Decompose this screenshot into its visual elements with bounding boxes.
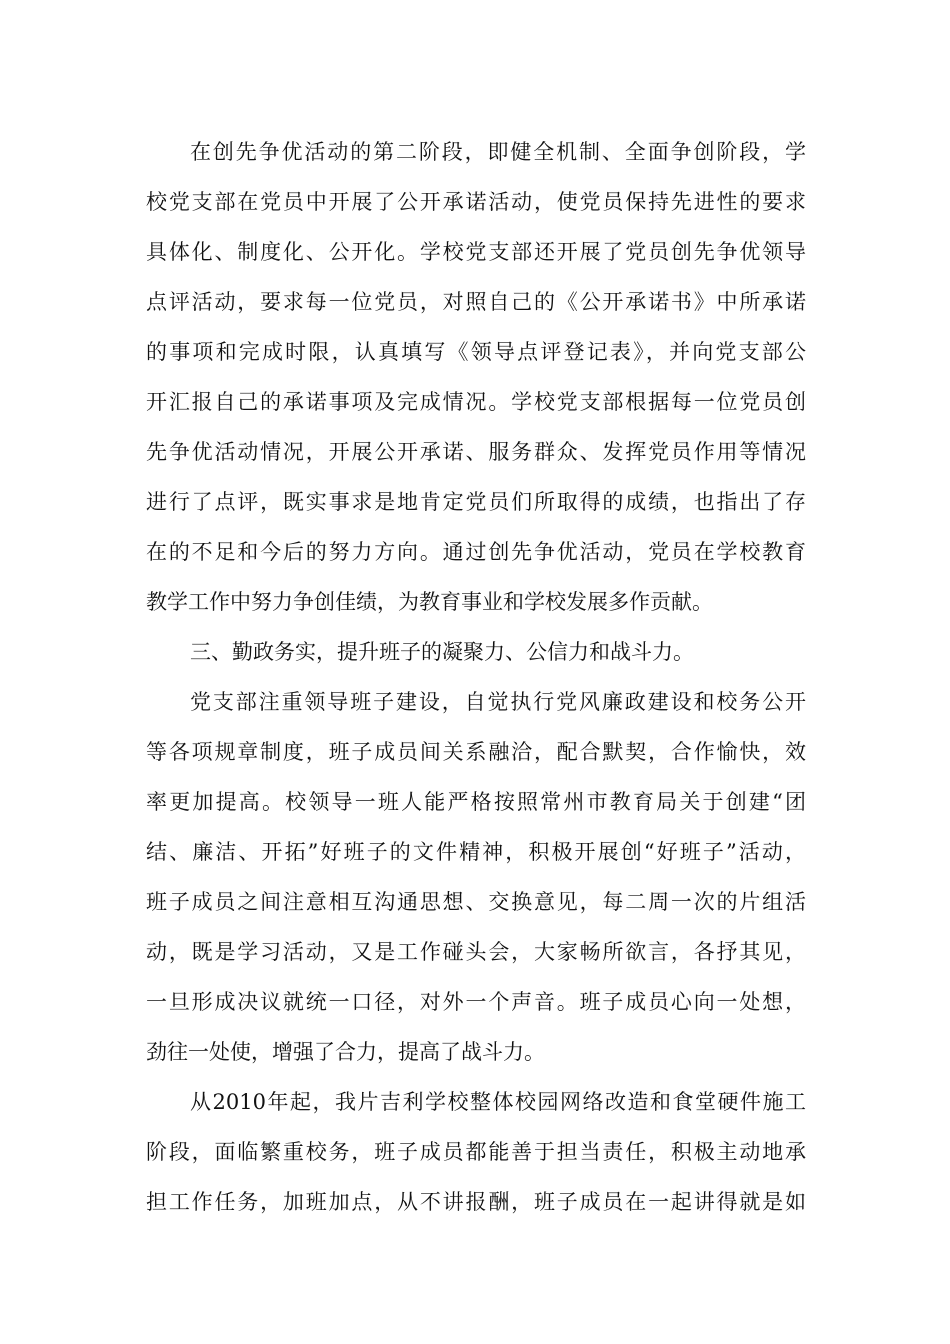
text-line: 动，既是学习活动，又是工作碰头会，大家畅所欲言，各抒其见， — [146, 940, 806, 964]
text-line: 进行了点评，既实事求是地肯定党员们所取得的成绩，也指出了存 — [146, 490, 806, 514]
text-line: 党支部注重领导班子建设，自觉执行党风廉政建设和校务公开 — [190, 690, 806, 714]
text-line: 率更加提高。校领导一班人能严格按照常州市教育局关于创建“团 — [146, 790, 806, 814]
text-line: 班子成员之间注意相互沟通思想、交换意见，每二周一次的片组活 — [146, 890, 806, 914]
text-line: 从2010年起，我片吉利学校整体校园网络改造和食堂硬件施工 — [190, 1090, 806, 1114]
text-line: 的事项和完成时限，认真填写《领导点评登记表》，并向党支部公 — [146, 340, 806, 364]
text-line: 开汇报自己的承诺事项及完成情况。学校党支部根据每一位党员创 — [146, 390, 806, 414]
text-line: 在创先争优活动的第二阶段，即健全机制、全面争创阶段，学 — [190, 140, 806, 164]
text-line: 一旦形成决议就统一口径，对外一个声音。班子成员心向一处想， — [146, 990, 806, 1014]
section-heading: 三、勤政务实，提升班子的凝聚力、公信力和战斗力。 — [190, 640, 694, 664]
text-line: 校党支部在党员中开展了公开承诺活动，使党员保持先进性的要求 — [146, 190, 806, 214]
text-line: 点评活动，要求每一位党员，对照自己的《公开承诺书》中所承诺 — [146, 290, 806, 314]
text-line: 结、廉洁、开拓”好班子的文件精神，积极开展创“好班子”活动， — [146, 840, 806, 864]
text-line: 劲往一处使，增强了合力，提高了战斗力。 — [146, 1040, 545, 1064]
text-line: 教学工作中努力争创佳绩，为教育事业和学校发展多作贡献。 — [146, 590, 713, 614]
text-line: 阶段，面临繁重校务，班子成员都能善于担当责任，积极主动地承 — [146, 1140, 806, 1164]
text-line: 先争优活动情况，开展公开承诺、服务群众、发挥党员作用等情况 — [146, 440, 806, 464]
text-line: 等各项规章制度，班子成员间关系融洽，配合默契，合作愉快，效 — [146, 740, 806, 764]
text-line: 具体化、制度化、公开化。学校党支部还开展了党员创先争优领导 — [146, 240, 806, 264]
text-line: 在的不足和今后的努力方向。通过创先争优活动，党员在学校教育 — [146, 540, 806, 564]
text-line: 担工作任务，加班加点，从不讲报酬，班子成员在一起讲得就是如 — [146, 1190, 806, 1214]
